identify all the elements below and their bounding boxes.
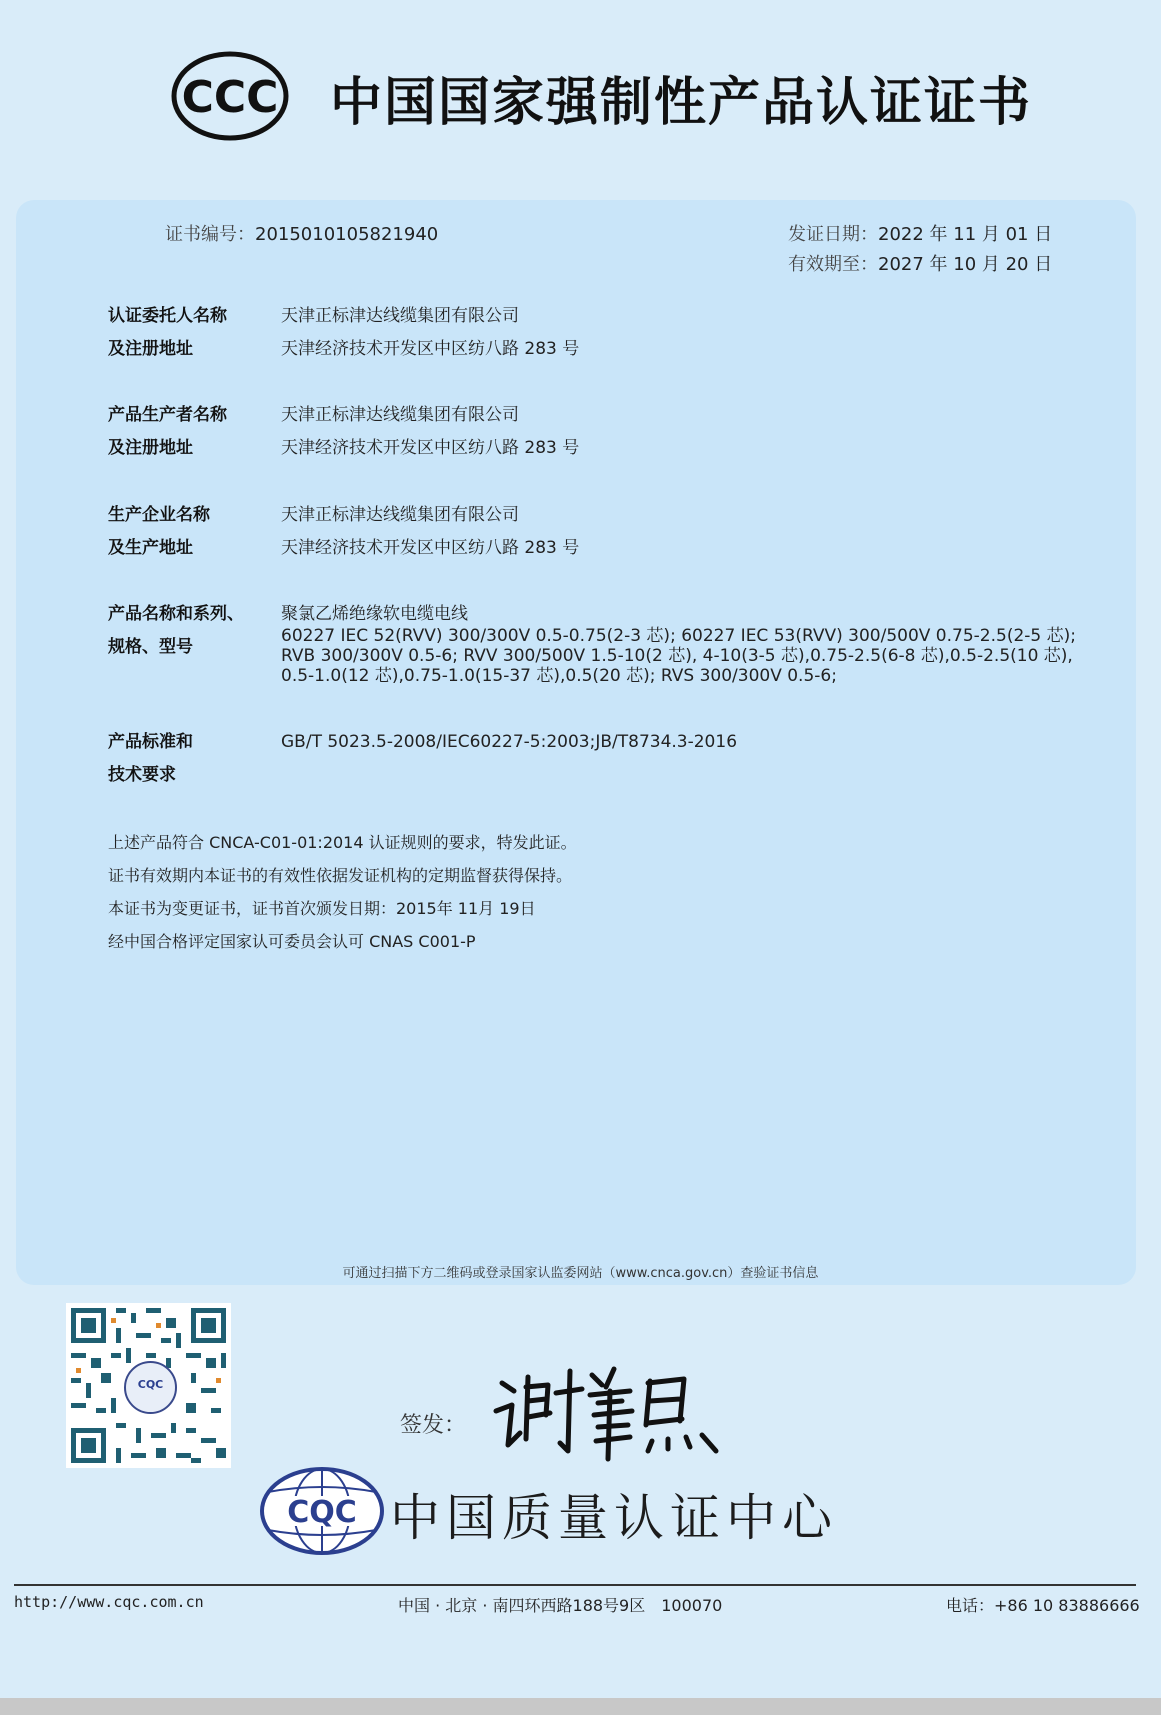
issue-date-row (788, 220, 1052, 246)
ccc-mark-icon (170, 50, 290, 142)
valid-date-label: 有效期至： (788, 254, 878, 275)
qr-cqc-logo: CQC (124, 1361, 177, 1414)
certificate-number-label: 证书编号： (165, 224, 255, 245)
product-model-line: RVB 300/300V 0.5-6; RVV 300/500V 1.5-10(2 芯), 4-10(3-5 芯),0.75-2.5(6-8 芯),0.5-2.5(10 芯), (281, 646, 1073, 666)
issue-date: 2022 年 11 月 01 日 (878, 224, 1053, 245)
footer-divider (14, 1584, 1136, 1586)
ccc-logo-text: CCC (181, 72, 279, 123)
factory-address: 天津经济技术开发区中区纺八路 283 号 (281, 538, 580, 558)
manufacturer-label: 产品生产者名称 及注册地址 (108, 405, 227, 458)
certificate-title: 中国国家强制性产品认证证书 (330, 73, 1033, 133)
note-line: 证书有效期内本证书的有效性依据发证机构的定期监督获得保持。 (108, 866, 573, 885)
product-model-line: 0.5-1.0(12 芯),0.75-1.0(15-37 芯),0.5(20 芯); RVS 300/300V 0.5-6; (281, 666, 837, 686)
note-line: 本证书为变更证书，证书首次颁发日期：2015年 11月 19日 (108, 899, 536, 918)
manufacturer-value (281, 399, 579, 465)
footer-phone: 电话：+86 10 83886666 (946, 1596, 1140, 1615)
valid-date: 2027 年 10 月 20 日 (878, 254, 1053, 275)
factory-name: 天津正标津达线缆集团有限公司 (281, 505, 519, 525)
signature-label: 签发： (400, 1413, 467, 1438)
applicant-address: 天津经济技术开发区中区纺八路 283 号 (281, 339, 580, 359)
product-model-line: 60227 IEC 52(RVV) 300/300V 0.5-0.75(2-3 芯); 60227 IEC 53(RVV) 300/500V 0.75-2.5(2-5 芯); (281, 626, 1076, 646)
verification-qr-code[interactable] (66, 1303, 231, 1468)
valid-date-row (788, 250, 1052, 276)
verification-note: 可通过扫描下方二维码或登录国家认监委网站（www.cnca.gov.cn）查验证书信息 (342, 1266, 819, 1281)
factory-label: 生产企业名称 及生产地址 (108, 505, 210, 558)
cqc-logo-text: CQC (287, 1495, 357, 1530)
manufacturer-name: 天津正标津达线缆集团有限公司 (281, 405, 519, 425)
certificate-notes (108, 826, 577, 958)
footer-website[interactable]: http://www.cqc.com.cn (14, 1593, 204, 1611)
manufacturer-address: 天津经济技术开发区中区纺八路 283 号 (281, 438, 580, 458)
note-line: 上述产品符合 CNCA-C01-01:2014 认证规则的要求，特发此证。 (108, 833, 577, 852)
certificate-header (0, 40, 1161, 160)
product-label: 产品名称和系列、 规格、型号 (108, 604, 244, 657)
standard-label: 产品标准和 技术要求 (108, 732, 193, 785)
note-line: 经中国合格评定国家认可委员会认可 CNAS C001-P (108, 932, 476, 951)
applicant-name: 天津正标津达线缆集团有限公司 (281, 306, 519, 326)
standard-value: GB/T 5023.5-2008/IEC60227-5:2003;JB/T8734.3-2016 (281, 732, 738, 752)
product-name: 聚氯乙烯绝缘软电缆电线 (281, 604, 468, 624)
organization-name: 中国质量认证中心 (390, 1489, 838, 1547)
cqc-globe-logo-icon (258, 1466, 386, 1556)
product-models (281, 626, 1101, 686)
applicant-value (281, 300, 579, 366)
bottom-strip (0, 1698, 1161, 1715)
factory-value (281, 499, 579, 565)
certificate-number-row (165, 220, 438, 246)
footer-address: 中国 · 北京 · 南四环西路188号9区 100070 (398, 1596, 723, 1615)
signature-image (490, 1355, 740, 1465)
certificate-number: 2015010105821940 (255, 224, 439, 245)
issue-date-label: 发证日期： (788, 224, 878, 245)
applicant-label: 认证委托人名称 及注册地址 (108, 306, 227, 359)
